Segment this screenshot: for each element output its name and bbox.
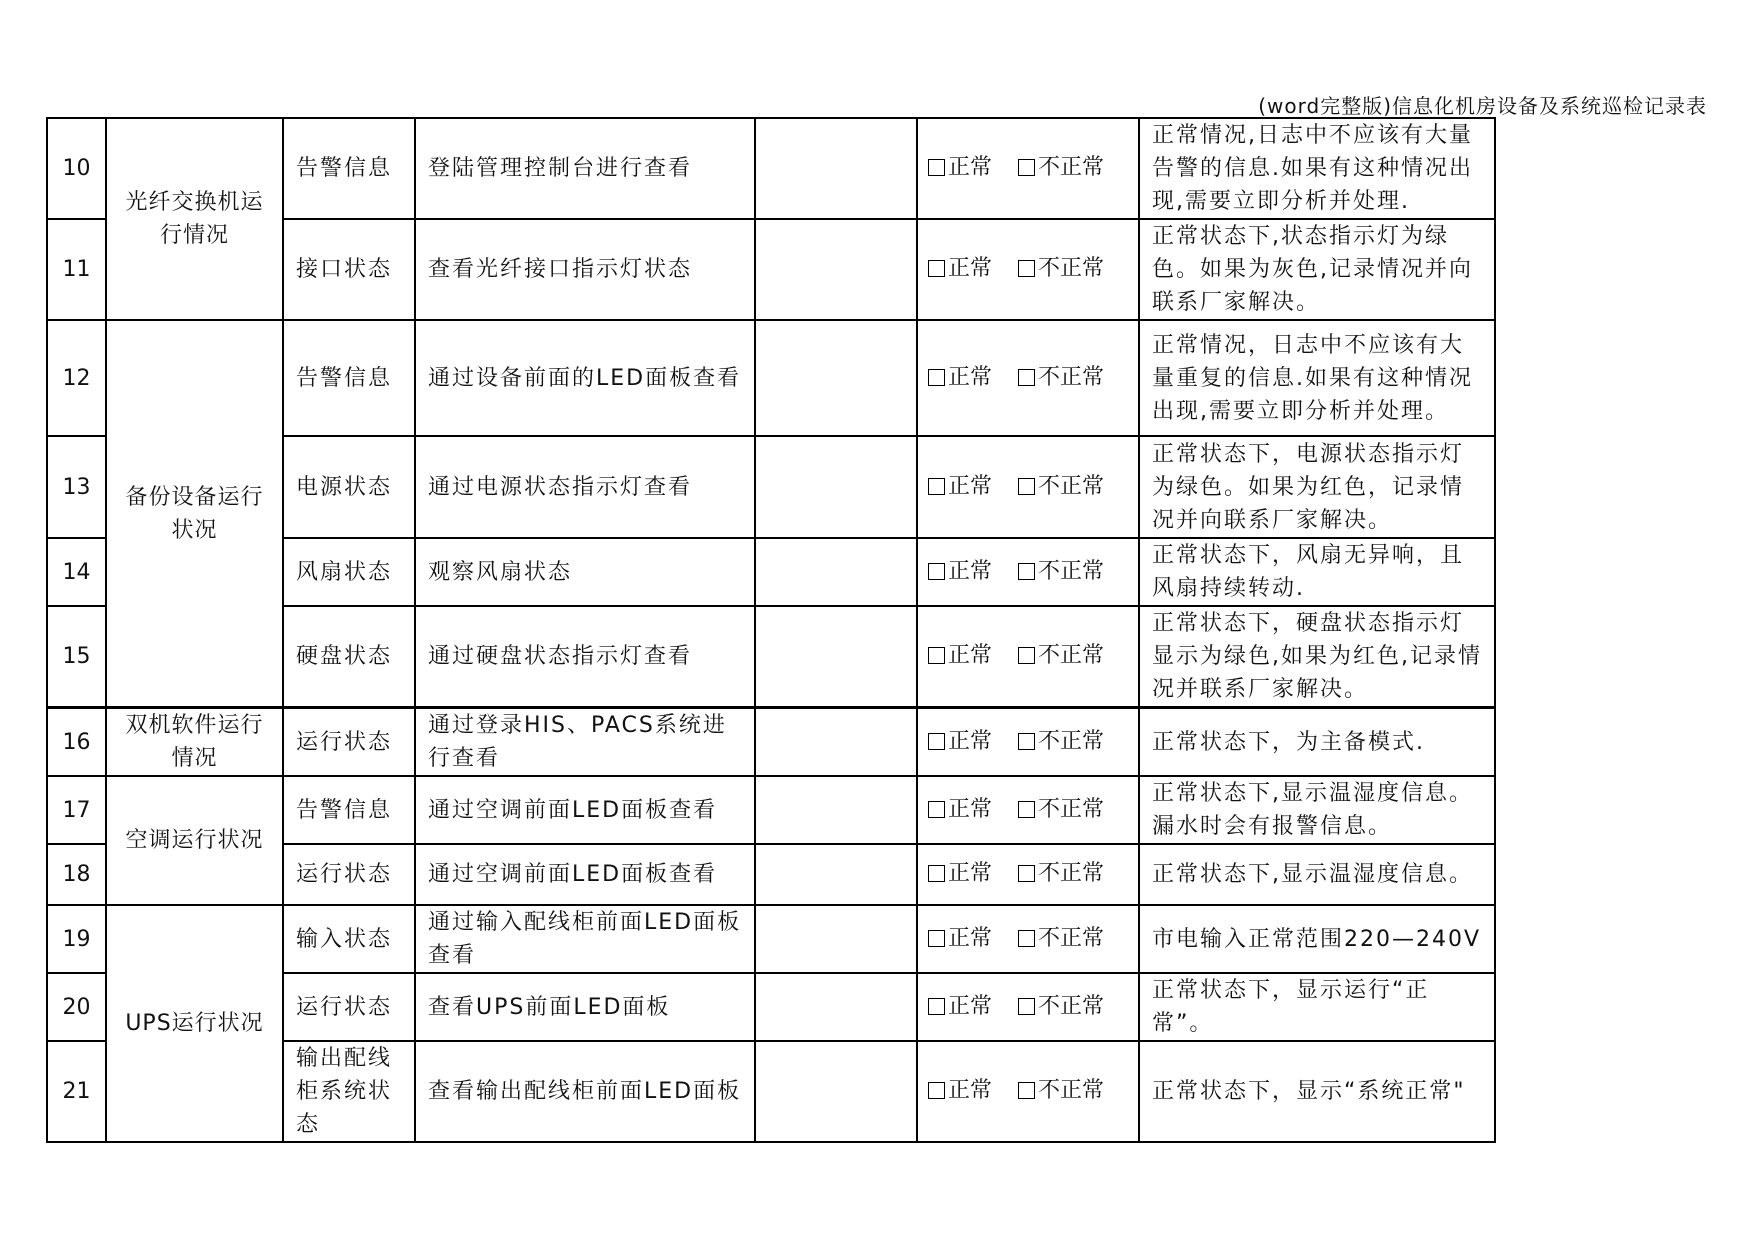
standard-cell: 正常状态下，为主备模式. [1139, 708, 1495, 777]
checkbox-icon [1018, 260, 1035, 277]
abnormal-checkbox[interactable]: 不正常 [1018, 470, 1104, 503]
normal-checkbox[interactable]: 正常 [928, 922, 992, 955]
checkbox-icon [928, 260, 945, 277]
item-cell: 告警信息 [283, 776, 415, 844]
record-cell[interactable] [755, 708, 917, 777]
row-number: 15 [47, 606, 106, 708]
normal-checkbox[interactable]: 正常 [928, 470, 992, 503]
standard-cell: 正常状态下，风扇无异响，且风扇持续转动. [1139, 538, 1495, 606]
method-cell: 登陆管理控制台进行查看 [415, 118, 755, 219]
checkbox-icon [928, 478, 945, 495]
normal-checkbox[interactable]: 正常 [928, 361, 992, 394]
checkbox-icon [1018, 930, 1035, 947]
checkbox-icon [928, 998, 945, 1015]
normal-checkbox[interactable]: 正常 [928, 555, 992, 588]
checkbox-icon [1018, 998, 1035, 1015]
method-cell: 观察风扇状态 [415, 538, 755, 606]
checkbox-icon [928, 159, 945, 176]
row-number: 21 [47, 1041, 106, 1142]
checkbox-icon [928, 930, 945, 947]
checkbox-icon [928, 369, 945, 386]
item-cell: 运行状态 [283, 844, 415, 905]
row-number: 11 [47, 219, 106, 320]
record-cell[interactable] [755, 1041, 917, 1142]
checkbox-icon [1018, 733, 1035, 750]
result-cell [917, 606, 1139, 708]
normal-checkbox[interactable]: 正常 [928, 252, 992, 285]
item-cell: 风扇状态 [283, 538, 415, 606]
result-cell [917, 776, 1139, 844]
checkbox-icon [1018, 1082, 1035, 1099]
standard-cell: 正常情况,日志中不应该有大量告警的信息.如果有这种情况出现,需要立即分析并处理. [1139, 118, 1495, 219]
method-cell: 通过空调前面LED面板查看 [415, 776, 755, 844]
record-cell[interactable] [755, 844, 917, 905]
row-number: 19 [47, 905, 106, 973]
checkbox-icon [1018, 801, 1035, 818]
checkbox-icon [928, 563, 945, 580]
row-number: 17 [47, 776, 106, 844]
normal-checkbox[interactable]: 正常 [928, 990, 992, 1023]
abnormal-checkbox[interactable]: 不正常 [1018, 990, 1104, 1023]
checkbox-icon [928, 801, 945, 818]
result-cell [917, 844, 1139, 905]
abnormal-checkbox[interactable]: 不正常 [1018, 725, 1104, 758]
standard-cell: 正常状态下,显示温湿度信息。 [1139, 844, 1495, 905]
row-number: 16 [47, 708, 106, 777]
row-number: 12 [47, 320, 106, 436]
row-number: 18 [47, 844, 106, 905]
abnormal-checkbox[interactable]: 不正常 [1018, 922, 1104, 955]
standard-cell: 正常状态下,显示温湿度信息。漏水时会有报警信息。 [1139, 776, 1495, 844]
result-cell [917, 219, 1139, 320]
record-cell[interactable] [755, 973, 917, 1041]
record-cell[interactable] [755, 118, 917, 219]
abnormal-checkbox[interactable]: 不正常 [1018, 151, 1104, 184]
checkbox-icon [1018, 563, 1035, 580]
checkbox-icon [1018, 647, 1035, 664]
normal-checkbox[interactable]: 正常 [928, 725, 992, 758]
method-cell: 查看光纤接口指示灯状态 [415, 219, 755, 320]
abnormal-checkbox[interactable]: 不正常 [1018, 857, 1104, 890]
row-number: 13 [47, 436, 106, 538]
table-row [47, 905, 1495, 973]
record-cell[interactable] [755, 219, 917, 320]
abnormal-checkbox[interactable]: 不正常 [1018, 555, 1104, 588]
item-cell: 运行状态 [283, 708, 415, 777]
row-number: 10 [47, 118, 106, 219]
result-cell [917, 118, 1139, 219]
checkbox-icon [1018, 865, 1035, 882]
item-cell: 告警信息 [283, 320, 415, 436]
item-cell: 硬盘状态 [283, 606, 415, 708]
result-cell [917, 905, 1139, 973]
checkbox-icon [928, 1082, 945, 1099]
category-cell: 备份设备运行状况 [106, 320, 283, 708]
method-cell: 通过硬盘状态指示灯查看 [415, 606, 755, 708]
record-cell[interactable] [755, 905, 917, 973]
checkbox-icon [1018, 159, 1035, 176]
result-cell [917, 436, 1139, 538]
table-row [47, 118, 1495, 219]
record-cell[interactable] [755, 606, 917, 708]
checkbox-icon [1018, 369, 1035, 386]
standard-cell: 正常状态下，硬盘状态指示灯显示为绿色,如果为红色,记录情况并联系厂家解决。 [1139, 606, 1495, 708]
method-cell: 通过电源状态指示灯查看 [415, 436, 755, 538]
item-cell: 输出配线柜系统状态 [283, 1041, 415, 1142]
record-cell[interactable] [755, 320, 917, 436]
result-cell [917, 538, 1139, 606]
normal-checkbox[interactable]: 正常 [928, 857, 992, 890]
abnormal-checkbox[interactable]: 不正常 [1018, 252, 1104, 285]
method-cell: 查看输出配线柜前面LED面板 [415, 1041, 755, 1142]
standard-cell: 正常状态下，显示运行“正常”。 [1139, 973, 1495, 1041]
item-cell: 电源状态 [283, 436, 415, 538]
result-cell [917, 708, 1139, 777]
item-cell: 输入状态 [283, 905, 415, 973]
method-cell: 查看UPS前面LED面板 [415, 973, 755, 1041]
abnormal-checkbox[interactable]: 不正常 [1018, 1074, 1104, 1107]
table-row [47, 776, 1495, 844]
result-cell [917, 973, 1139, 1041]
checkbox-icon [928, 647, 945, 664]
checkbox-icon [1018, 478, 1035, 495]
checkbox-icon [928, 865, 945, 882]
item-cell: 运行状态 [283, 973, 415, 1041]
standard-cell: 正常状态下，电源状态指示灯为绿色。如果为红色，记录情况并向联系厂家解决。 [1139, 436, 1495, 538]
category-cell: 空调运行状况 [106, 776, 283, 905]
category-cell: 双机软件运行情况 [106, 708, 283, 777]
method-cell: 通过输入配线柜前面LED面板查看 [415, 905, 755, 973]
category-cell: 光纤交换机运行情况 [106, 118, 283, 320]
abnormal-checkbox[interactable]: 不正常 [1018, 793, 1104, 826]
table-row [47, 708, 1495, 777]
category-cell: UPS运行状况 [106, 905, 283, 1142]
standard-cell: 正常情况，日志中不应该有大量重复的信息.如果有这种情况出现,需要立即分析并处理。 [1139, 320, 1495, 436]
standard-cell: 市电输入正常范围220—240V [1139, 905, 1495, 973]
table-row [47, 320, 1495, 436]
method-cell: 通过登录HIS、PACS系统进行查看 [415, 708, 755, 777]
normal-checkbox[interactable]: 正常 [928, 639, 992, 672]
item-cell: 告警信息 [283, 118, 415, 219]
checkbox-icon [928, 733, 945, 750]
normal-checkbox[interactable]: 正常 [928, 151, 992, 184]
row-number: 20 [47, 973, 106, 1041]
record-cell[interactable] [755, 776, 917, 844]
record-cell[interactable] [755, 538, 917, 606]
standard-cell: 正常状态下,状态指示灯为绿色。如果为灰色,记录情况并向联系厂家解决。 [1139, 219, 1495, 320]
document-title: (word完整版)信息化机房设备及系统巡检记录表 [1258, 94, 1707, 118]
result-cell [917, 320, 1139, 436]
abnormal-checkbox[interactable]: 不正常 [1018, 361, 1104, 394]
method-cell: 通过设备前面的LED面板查看 [415, 320, 755, 436]
normal-checkbox[interactable]: 正常 [928, 1074, 992, 1107]
item-cell: 接口状态 [283, 219, 415, 320]
normal-checkbox[interactable]: 正常 [928, 793, 992, 826]
standard-cell: 正常状态下，显示“系统正常" [1139, 1041, 1495, 1142]
abnormal-checkbox[interactable]: 不正常 [1018, 639, 1104, 672]
record-cell[interactable] [755, 436, 917, 538]
inspection-table [46, 117, 1496, 1143]
row-number: 14 [47, 538, 106, 606]
result-cell [917, 1041, 1139, 1142]
method-cell: 通过空调前面LED面板查看 [415, 844, 755, 905]
